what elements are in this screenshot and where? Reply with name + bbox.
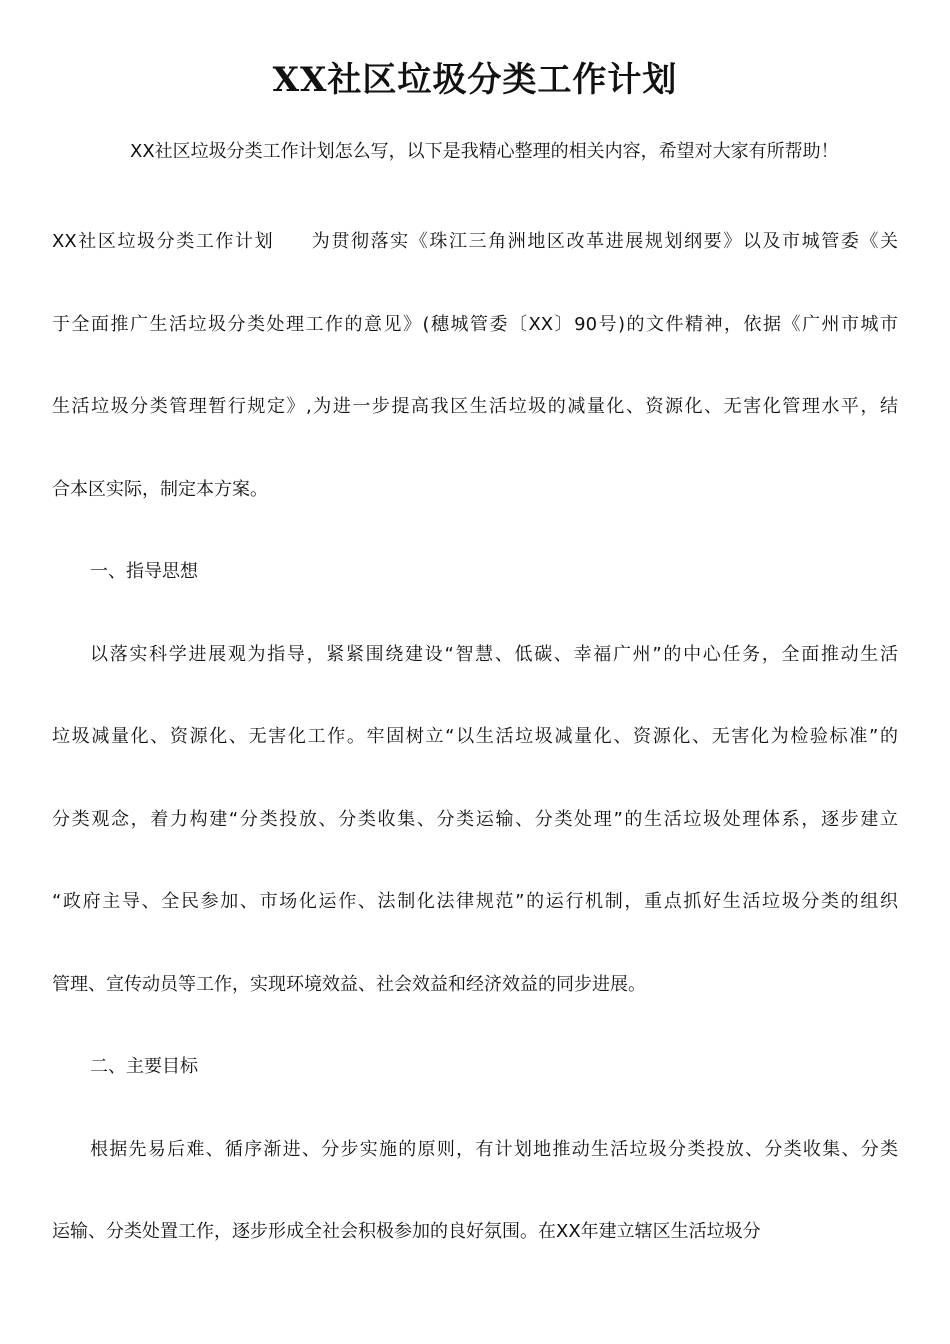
body-line: 分类观念，着力构建“分类投放、分类收集、分类运输、分类处理”的生活垃圾处理体系，逐步建立 — [52, 808, 898, 830]
body-line — [52, 201, 898, 284]
document-title: XX社区垃圾分类工作计划 — [272, 60, 678, 100]
body-line: 垃圾减量化、资源化、无害化工作。牢固树立“以生活垃圾减量化、资源化、无害化为检验标准”的 — [52, 726, 898, 747]
body-line: 生活垃圾分类管理暂行规定》,为进一步提高我区生活垃圾的减量化、资源化、无害化管理水平，结 — [52, 396, 898, 417]
body-line: 于全面推广生活垃圾分类处理工作的意见》(穗城管委〔XX〕90号)的文件精神，依据《广州市城市 — [52, 313, 898, 335]
body-line: 运输、分类处置工作，逐步形成全社会积极参加的良好氛围。在XX年建立辖区生活垃圾分 — [52, 1221, 761, 1242]
document-body — [52, 201, 898, 1274]
body-line: 以落实科学进展观为指导，紧紧围绕建设“智慧、低碳、幸福广州”的中心任务，全面推动生活 — [90, 643, 898, 665]
body-line: 根据先易后难、循序渐进、分步实施的原则，有计划地推动生活垃圾分类投放、分类收集、分类 — [90, 1138, 898, 1160]
section-heading-main-goals: 二、主要目标 — [90, 1056, 198, 1077]
body-line: “政府主导、全民参加、市场化运作、法制化法律规范”的运行机制，重点抓好生活垃圾分类的组织 — [52, 891, 898, 912]
intro-paragraph: XX社区垃圾分类工作计划怎么写，以下是我精心整理的相关内容，希望对大家有所帮助！ — [130, 141, 839, 162]
body-line: 管理、宣传动员等工作，实现环境效益、社会效益和经济效益的同步进展。 — [52, 973, 646, 995]
plan-heading-inline: XX社区垃圾分类工作计划 — [52, 231, 275, 252]
section-heading-guiding-ideology: 一、指导思想 — [90, 561, 198, 582]
body-line-text: 为贯彻落实《珠江三角洲地区改革进展规划纲要》以及市城管委《关 — [310, 231, 899, 252]
body-line: 合本区实际，制定本方案。 — [52, 478, 268, 500]
